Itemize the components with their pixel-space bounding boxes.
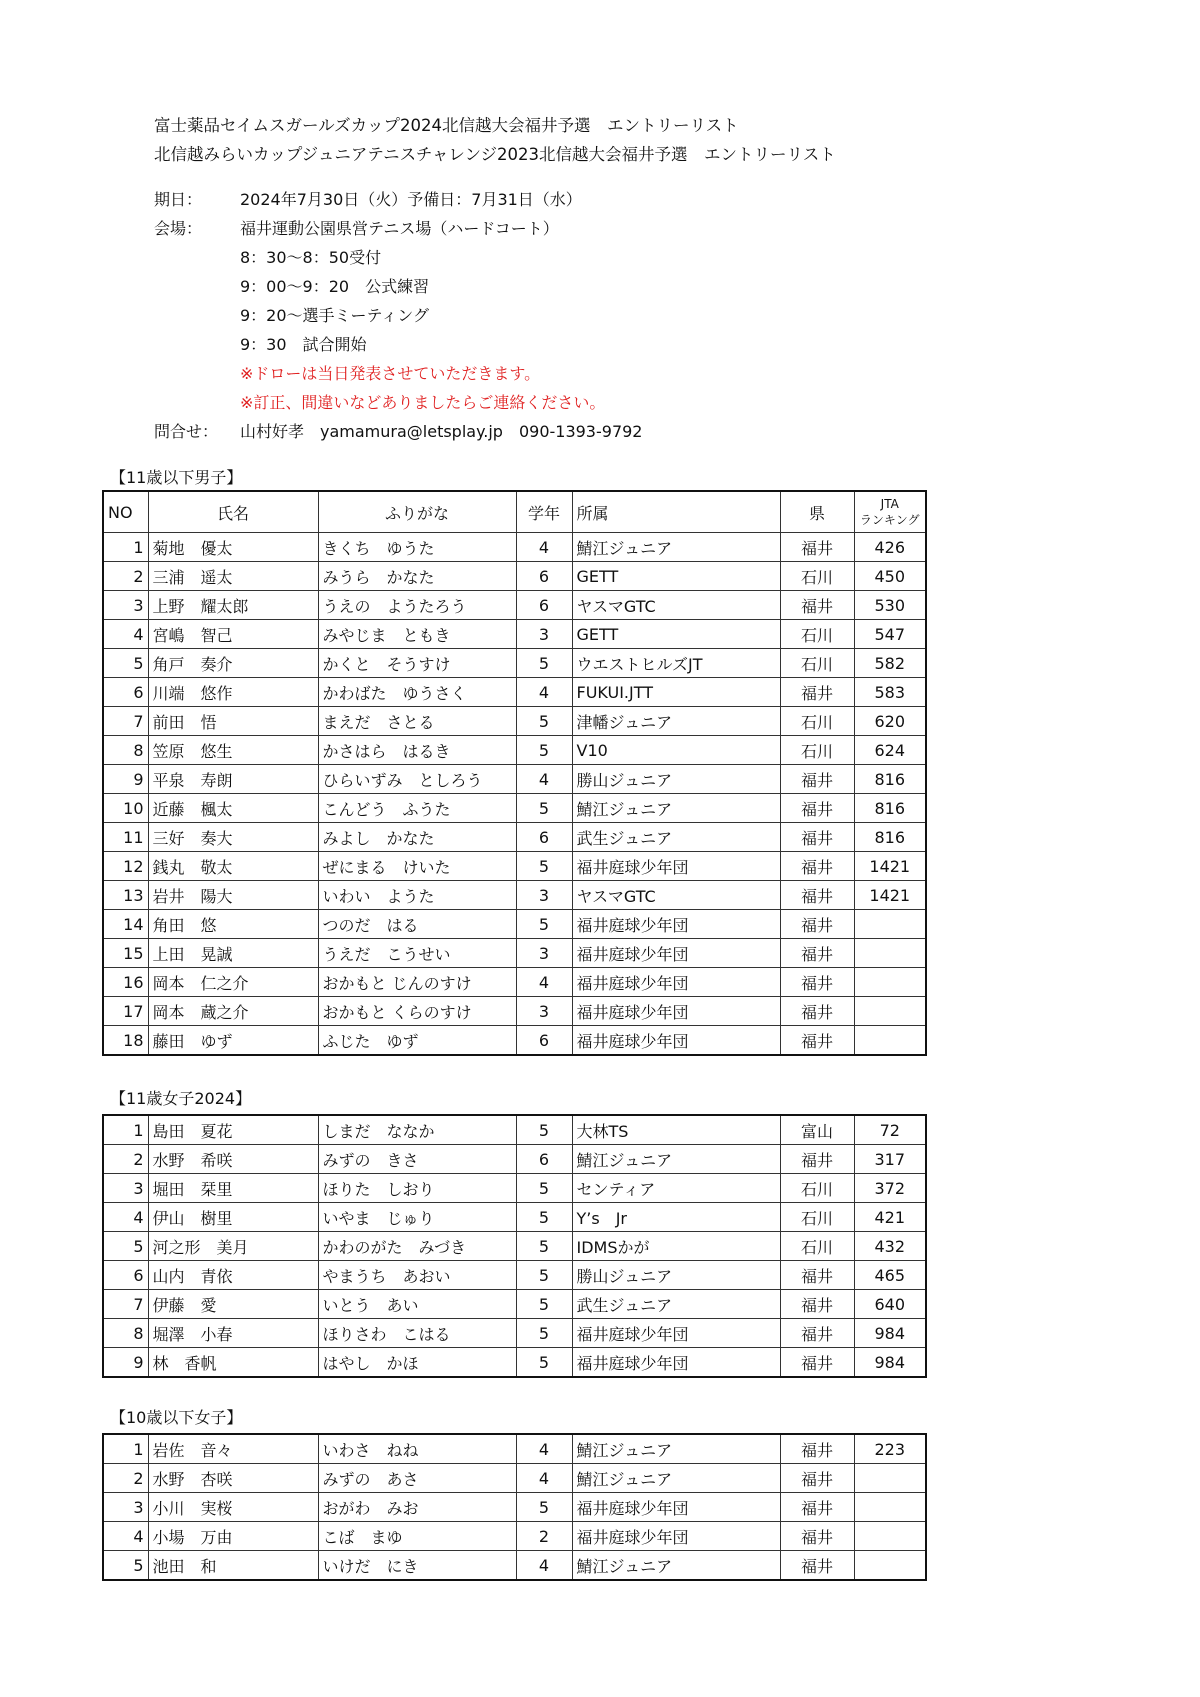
- cell-name: 平泉 寿朗: [148, 765, 318, 794]
- cell-club: 福井庭球少年団: [572, 939, 780, 968]
- table-row: [103, 1522, 926, 1551]
- cell-furigana: ひらいずみ としろう: [318, 765, 516, 794]
- cell-no: 5: [103, 1551, 148, 1581]
- table-row: [103, 939, 926, 968]
- cell-furigana: ぜにまる けいた: [318, 852, 516, 881]
- cell-no: 1: [103, 1434, 148, 1464]
- table-row: [103, 1551, 926, 1581]
- contact-row: [154, 417, 914, 446]
- cell-no: 4: [103, 620, 148, 649]
- cell-ranking: 372: [854, 1174, 926, 1203]
- cell-ranking: 317: [854, 1145, 926, 1174]
- cell-ranking: 450: [854, 562, 926, 591]
- table-row: [103, 1174, 926, 1203]
- col-ranking-line2: ランキング: [859, 513, 920, 527]
- cell-ranking: [854, 939, 926, 968]
- contact-label: 問合せ：: [154, 422, 219, 441]
- venue-value: 福井運動公園県営テニス場（ハードコート）: [240, 219, 559, 238]
- table-row: [103, 968, 926, 997]
- cell-grade: 4: [516, 1434, 572, 1464]
- cell-furigana: いわい ようた: [318, 881, 516, 910]
- venue-row: [154, 214, 914, 243]
- cell-no: 11: [103, 823, 148, 852]
- entry-table-girls-u11: [102, 1114, 927, 1378]
- entry-table-boys-u11: [102, 490, 927, 1056]
- cell-no: 6: [103, 678, 148, 707]
- cell-grade: 6: [516, 1145, 572, 1174]
- section-title-girls-u10: 【10歳以下女子】: [110, 1408, 243, 1427]
- cell-club: ウエストヒルズJT: [572, 649, 780, 678]
- table-row: [103, 620, 926, 649]
- cell-furigana: はやし かほ: [318, 1348, 516, 1378]
- note-row: [154, 388, 914, 417]
- cell-club: 鯖江ジュニア: [572, 1434, 780, 1464]
- cell-club: 福井庭球少年団: [572, 1026, 780, 1056]
- cell-furigana: こば まゆ: [318, 1522, 516, 1551]
- cell-no: 2: [103, 1464, 148, 1493]
- cell-club: 鯖江ジュニア: [572, 1464, 780, 1493]
- cell-grade: 5: [516, 910, 572, 939]
- cell-grade: 4: [516, 1464, 572, 1493]
- cell-name: 宮嶋 智己: [148, 620, 318, 649]
- cell-ranking: [854, 1522, 926, 1551]
- cell-club: 福井庭球少年団: [572, 1493, 780, 1522]
- note-row: [154, 359, 914, 388]
- table-row: [103, 1026, 926, 1056]
- section-title-girls-u11: 【11歳女子2024】: [110, 1089, 252, 1108]
- cell-ranking: 465: [854, 1261, 926, 1290]
- table-row: [103, 852, 926, 881]
- cell-club: 勝山ジュニア: [572, 765, 780, 794]
- cell-club: 福井庭球少年団: [572, 852, 780, 881]
- schedule-item: 9：30 試合開始: [240, 335, 367, 354]
- cell-furigana: みうら かなた: [318, 562, 516, 591]
- cell-grade: 5: [516, 1261, 572, 1290]
- schedule-row: [154, 272, 914, 301]
- table-row: [103, 1493, 926, 1522]
- cell-name: 藤田 ゆず: [148, 1026, 318, 1056]
- cell-furigana: ほりさわ こはる: [318, 1319, 516, 1348]
- cell-club: FUKUI.JTT: [572, 678, 780, 707]
- cell-no: 3: [103, 1493, 148, 1522]
- col-grade: 学年: [516, 491, 572, 533]
- cell-no: 3: [103, 1174, 148, 1203]
- cell-name: 河之形 美月: [148, 1232, 318, 1261]
- cell-name: 川端 悠作: [148, 678, 318, 707]
- schedule-item: 9：00〜9：20 公式練習: [240, 277, 430, 296]
- table-row: [103, 736, 926, 765]
- cell-ranking: [854, 1464, 926, 1493]
- cell-club: 武生ジュニア: [572, 1290, 780, 1319]
- cell-club: Y’s Jr: [572, 1203, 780, 1232]
- cell-pref: 石川: [780, 620, 854, 649]
- cell-grade: 2: [516, 1522, 572, 1551]
- cell-ranking: 624: [854, 736, 926, 765]
- cell-grade: 5: [516, 1174, 572, 1203]
- cell-furigana: しまだ ななか: [318, 1115, 516, 1145]
- cell-no: 18: [103, 1026, 148, 1056]
- table-row: [103, 1115, 926, 1145]
- cell-grade: 4: [516, 678, 572, 707]
- cell-name: 水野 杏咲: [148, 1464, 318, 1493]
- cell-club: 大林TS: [572, 1115, 780, 1145]
- cell-grade: 6: [516, 591, 572, 620]
- cell-grade: 5: [516, 1493, 572, 1522]
- cell-pref: 福井: [780, 1464, 854, 1493]
- cell-name: 三好 奏大: [148, 823, 318, 852]
- cell-grade: 6: [516, 1026, 572, 1056]
- table-row: [103, 1319, 926, 1348]
- cell-grade: 4: [516, 765, 572, 794]
- cell-name: 小場 万由: [148, 1522, 318, 1551]
- schedule-row: [154, 243, 914, 272]
- cell-name: 堀田 栞里: [148, 1174, 318, 1203]
- table-row: [103, 1145, 926, 1174]
- cell-pref: 福井: [780, 678, 854, 707]
- cell-furigana: いやま じゅり: [318, 1203, 516, 1232]
- table-row: [103, 765, 926, 794]
- cell-grade: 5: [516, 649, 572, 678]
- cell-no: 6: [103, 1261, 148, 1290]
- table-row: [103, 1348, 926, 1378]
- schedule-item: 9：20〜選手ミーティング: [240, 306, 429, 325]
- cell-club: GETT: [572, 562, 780, 591]
- cell-ranking: 530: [854, 591, 926, 620]
- cell-ranking: 547: [854, 620, 926, 649]
- table-row: [103, 1232, 926, 1261]
- table-row: [103, 794, 926, 823]
- cell-club: センティア: [572, 1174, 780, 1203]
- cell-grade: 4: [516, 968, 572, 997]
- cell-club: 福井庭球少年団: [572, 1319, 780, 1348]
- cell-furigana: まえだ さとる: [318, 707, 516, 736]
- cell-name: 前田 悟: [148, 707, 318, 736]
- cell-club: V10: [572, 736, 780, 765]
- cell-pref: 福井: [780, 852, 854, 881]
- schedule-row: [154, 330, 914, 359]
- cell-name: 角戸 奏介: [148, 649, 318, 678]
- cell-furigana: ふじた ゆず: [318, 1026, 516, 1056]
- cell-ranking: [854, 910, 926, 939]
- cell-name: 堀澤 小春: [148, 1319, 318, 1348]
- cell-club: ヤスマGTC: [572, 881, 780, 910]
- cell-name: 岡本 仁之介: [148, 968, 318, 997]
- table-row: [103, 1261, 926, 1290]
- cell-no: 8: [103, 1319, 148, 1348]
- cell-no: 1: [103, 533, 148, 562]
- cell-ranking: 72: [854, 1115, 926, 1145]
- cell-club: 福井庭球少年団: [572, 1348, 780, 1378]
- cell-club: GETT: [572, 620, 780, 649]
- schedule-row: [154, 301, 914, 330]
- cell-ranking: 620: [854, 707, 926, 736]
- cell-furigana: おがわ みお: [318, 1493, 516, 1522]
- cell-no: 4: [103, 1522, 148, 1551]
- cell-no: 10: [103, 794, 148, 823]
- cell-ranking: 223: [854, 1434, 926, 1464]
- cell-pref: 福井: [780, 1319, 854, 1348]
- cell-name: 水野 希咲: [148, 1145, 318, 1174]
- table-row: [103, 562, 926, 591]
- cell-club: 鯖江ジュニア: [572, 1145, 780, 1174]
- cell-no: 1: [103, 1115, 148, 1145]
- cell-name: 上田 晃誠: [148, 939, 318, 968]
- cell-club: 鯖江ジュニア: [572, 533, 780, 562]
- cell-name: 三浦 遥太: [148, 562, 318, 591]
- cell-furigana: つのだ はる: [318, 910, 516, 939]
- table-row: [103, 1434, 926, 1464]
- cell-name: 菊地 優太: [148, 533, 318, 562]
- cell-pref: 福井: [780, 794, 854, 823]
- venue-label: 会場：: [154, 219, 203, 238]
- cell-club: 津幡ジュニア: [572, 707, 780, 736]
- cell-grade: 5: [516, 1290, 572, 1319]
- cell-ranking: 984: [854, 1319, 926, 1348]
- table-row: [103, 533, 926, 562]
- cell-pref: 石川: [780, 562, 854, 591]
- cell-no: 2: [103, 1145, 148, 1174]
- cell-name: 池田 和: [148, 1551, 318, 1581]
- cell-grade: 3: [516, 881, 572, 910]
- cell-no: 7: [103, 1290, 148, 1319]
- cell-grade: 4: [516, 1551, 572, 1581]
- cell-club: 福井庭球少年団: [572, 997, 780, 1026]
- cell-furigana: かさはら はるき: [318, 736, 516, 765]
- cell-no: 17: [103, 997, 148, 1026]
- table-row: [103, 1290, 926, 1319]
- cell-grade: 5: [516, 1232, 572, 1261]
- cell-club: 福井庭球少年団: [572, 1522, 780, 1551]
- cell-grade: 6: [516, 562, 572, 591]
- cell-pref: 福井: [780, 910, 854, 939]
- cell-pref: 福井: [780, 939, 854, 968]
- table-row: [103, 823, 926, 852]
- cell-furigana: やまうち あおい: [318, 1261, 516, 1290]
- col-club: 所属: [572, 491, 780, 533]
- cell-no: 2: [103, 562, 148, 591]
- cell-name: 林 香帆: [148, 1348, 318, 1378]
- col-name: 氏名: [148, 491, 318, 533]
- cell-pref: 福井: [780, 533, 854, 562]
- cell-pref: 福井: [780, 881, 854, 910]
- cell-no: 14: [103, 910, 148, 939]
- cell-pref: 石川: [780, 1174, 854, 1203]
- cell-furigana: こんどう ふうた: [318, 794, 516, 823]
- cell-name: 伊山 樹里: [148, 1203, 318, 1232]
- cell-pref: 福井: [780, 591, 854, 620]
- cell-ranking: 421: [854, 1203, 926, 1232]
- col-ranking: [854, 491, 926, 533]
- cell-name: 島田 夏花: [148, 1115, 318, 1145]
- cell-ranking: [854, 968, 926, 997]
- cell-no: 5: [103, 1232, 148, 1261]
- cell-ranking: 432: [854, 1232, 926, 1261]
- cell-name: 岩井 陽大: [148, 881, 318, 910]
- cell-no: 16: [103, 968, 148, 997]
- cell-ranking: 1421: [854, 852, 926, 881]
- draw-note: ※ドローは当日発表させていただきます。: [240, 364, 541, 383]
- cell-ranking: 640: [854, 1290, 926, 1319]
- cell-furigana: うえの ようたろう: [318, 591, 516, 620]
- table-row: [103, 707, 926, 736]
- cell-pref: 福井: [780, 1551, 854, 1581]
- cell-pref: 福井: [780, 1026, 854, 1056]
- table-row: [103, 881, 926, 910]
- date-value: 2024年7月30日（火）予備日：7月31日（水）: [240, 190, 582, 209]
- cell-no: 12: [103, 852, 148, 881]
- cell-no: 9: [103, 1348, 148, 1378]
- cell-no: 8: [103, 736, 148, 765]
- cell-ranking: 582: [854, 649, 926, 678]
- cell-ranking: 426: [854, 533, 926, 562]
- cell-furigana: きくち ゆうた: [318, 533, 516, 562]
- table-row: [103, 910, 926, 939]
- cell-no: 5: [103, 649, 148, 678]
- cell-pref: 石川: [780, 649, 854, 678]
- cell-grade: 3: [516, 939, 572, 968]
- cell-furigana: かくと そうすけ: [318, 649, 516, 678]
- table-header-row: [103, 491, 926, 533]
- cell-ranking: [854, 1493, 926, 1522]
- section-title-boys-u11: 【11歳以下男子】: [110, 468, 243, 487]
- table-row: [103, 678, 926, 707]
- cell-pref: 福井: [780, 1434, 854, 1464]
- cell-grade: 5: [516, 794, 572, 823]
- cell-furigana: みやじま ともき: [318, 620, 516, 649]
- cell-no: 4: [103, 1203, 148, 1232]
- cell-furigana: ほりた しおり: [318, 1174, 516, 1203]
- cell-ranking: 816: [854, 765, 926, 794]
- date-row: [154, 185, 914, 214]
- cell-pref: 福井: [780, 1290, 854, 1319]
- cell-no: 7: [103, 707, 148, 736]
- cell-ranking: 816: [854, 823, 926, 852]
- cell-ranking: 816: [854, 794, 926, 823]
- cell-ranking: 583: [854, 678, 926, 707]
- cell-furigana: おかもと くらのすけ: [318, 997, 516, 1026]
- cell-club: 鯖江ジュニア: [572, 1551, 780, 1581]
- table-row: [103, 997, 926, 1026]
- cell-grade: 5: [516, 852, 572, 881]
- cell-grade: 5: [516, 1319, 572, 1348]
- cell-furigana: かわのがた みづき: [318, 1232, 516, 1261]
- cell-name: 近藤 楓太: [148, 794, 318, 823]
- cell-pref: 福井: [780, 823, 854, 852]
- correction-note: ※訂正、間違いなどありましたらご連絡ください。: [240, 393, 606, 412]
- cell-grade: 6: [516, 823, 572, 852]
- cell-pref: 富山: [780, 1115, 854, 1145]
- cell-grade: 3: [516, 997, 572, 1026]
- col-ranking-line1: JTA: [880, 497, 899, 511]
- cell-club: 鯖江ジュニア: [572, 794, 780, 823]
- cell-no: 13: [103, 881, 148, 910]
- cell-name: 角田 悠: [148, 910, 318, 939]
- cell-ranking: 984: [854, 1348, 926, 1378]
- cell-name: 岡本 蔵之介: [148, 997, 318, 1026]
- cell-name: 銭丸 敬太: [148, 852, 318, 881]
- cell-no: 3: [103, 591, 148, 620]
- cell-ranking: [854, 997, 926, 1026]
- table-row: [103, 649, 926, 678]
- col-no: NO: [103, 491, 148, 533]
- cell-club: 武生ジュニア: [572, 823, 780, 852]
- cell-name: 伊藤 愛: [148, 1290, 318, 1319]
- cell-pref: 福井: [780, 1493, 854, 1522]
- cell-pref: 福井: [780, 968, 854, 997]
- cell-grade: 3: [516, 620, 572, 649]
- cell-furigana: おかもと じんのすけ: [318, 968, 516, 997]
- cell-pref: 福井: [780, 997, 854, 1026]
- cell-ranking: [854, 1026, 926, 1056]
- entry-list-title-1: 富士薬品セイムスガールズカップ2024北信越大会福井予選 エントリーリスト: [154, 116, 739, 135]
- cell-name: 笠原 悠生: [148, 736, 318, 765]
- cell-furigana: みずの あさ: [318, 1464, 516, 1493]
- cell-pref: 石川: [780, 736, 854, 765]
- cell-furigana: かわばた ゆうさく: [318, 678, 516, 707]
- cell-pref: 石川: [780, 707, 854, 736]
- cell-name: 岩佐 音々: [148, 1434, 318, 1464]
- cell-furigana: みよし かなた: [318, 823, 516, 852]
- col-pref: 県: [780, 491, 854, 533]
- contact-value: 山村好孝 yamamura@letsplay.jp 090-1393-9792: [240, 422, 643, 441]
- cell-grade: 5: [516, 1348, 572, 1378]
- cell-pref: 福井: [780, 1261, 854, 1290]
- cell-no: 9: [103, 765, 148, 794]
- cell-grade: 5: [516, 1115, 572, 1145]
- cell-grade: 5: [516, 736, 572, 765]
- event-info: [154, 185, 914, 446]
- cell-furigana: みずの きさ: [318, 1145, 516, 1174]
- cell-name: 小川 実桜: [148, 1493, 318, 1522]
- cell-club: 福井庭球少年団: [572, 910, 780, 939]
- entry-table-girls-u10: [102, 1433, 927, 1581]
- cell-name: 山内 青依: [148, 1261, 318, 1290]
- entry-list-title-2: 北信越みらいカップジュニアテニスチャレンジ2023北信越大会福井予選 エントリーリスト: [154, 145, 836, 164]
- table-row: [103, 591, 926, 620]
- cell-club: 福井庭球少年団: [572, 968, 780, 997]
- cell-pref: 石川: [780, 1203, 854, 1232]
- table-row: [103, 1464, 926, 1493]
- cell-furigana: いわさ ねね: [318, 1434, 516, 1464]
- cell-grade: 4: [516, 533, 572, 562]
- cell-club: ヤスマGTC: [572, 591, 780, 620]
- cell-pref: 福井: [780, 1522, 854, 1551]
- cell-pref: 福井: [780, 765, 854, 794]
- cell-furigana: いけだ にき: [318, 1551, 516, 1581]
- col-furigana: ふりがな: [318, 491, 516, 533]
- cell-grade: 5: [516, 707, 572, 736]
- date-label: 期日：: [154, 190, 203, 209]
- cell-club: IDMSかが: [572, 1232, 780, 1261]
- cell-furigana: いとう あい: [318, 1290, 516, 1319]
- cell-grade: 5: [516, 1203, 572, 1232]
- cell-club: 勝山ジュニア: [572, 1261, 780, 1290]
- cell-pref: 石川: [780, 1232, 854, 1261]
- table-row: [103, 1203, 926, 1232]
- cell-pref: 福井: [780, 1145, 854, 1174]
- cell-pref: 福井: [780, 1348, 854, 1378]
- cell-ranking: [854, 1551, 926, 1581]
- cell-no: 15: [103, 939, 148, 968]
- cell-ranking: 1421: [854, 881, 926, 910]
- cell-furigana: うえだ こうせい: [318, 939, 516, 968]
- schedule-item: 8：30〜8：50受付: [240, 248, 382, 267]
- cell-name: 上野 耀太郎: [148, 591, 318, 620]
